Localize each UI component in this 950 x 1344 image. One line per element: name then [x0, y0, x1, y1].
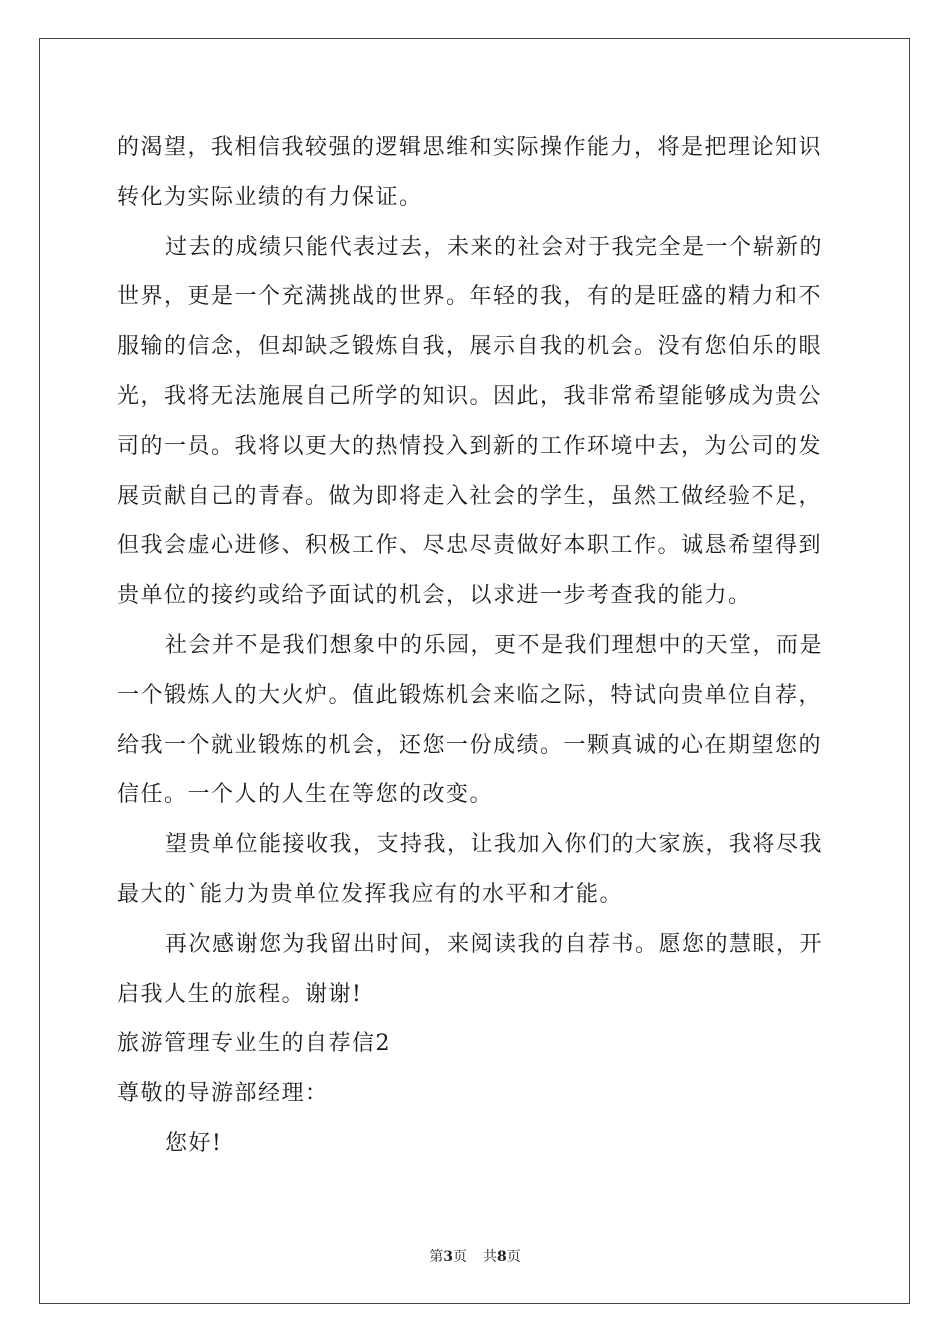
text-line: 展贡献自己的青春。做为即将走入社会的学生，虽然工做经验不足，	[117, 483, 823, 509]
text-line: 世界，更是一个充满挑战的世界。年轻的我，有的是旺盛的精力和不	[117, 284, 823, 310]
page-footer	[0, 1246, 950, 1266]
document-body	[117, 128, 833, 1174]
text-line: 司的一员。我将以更大的热情投入到新的工作环境中去，为公司的发	[117, 433, 823, 459]
greeting: 您好!	[165, 1130, 223, 1156]
text-line: 但我会虚心进修、积极工作、尽忠尽责做好本职工作。诚恳希望得到	[117, 533, 823, 559]
footer-total-unit: 页	[506, 1249, 521, 1265]
paragraph-start: 望贵单位能接收我，支持我，让我加入你们的大家族，我将尽我	[165, 832, 824, 858]
text-line: 给我一个就业锻炼的机会，还您一份成绩。一颗真诚的心在期望您的	[117, 732, 823, 758]
text-line: 光，我将无法施展自己所学的知识。因此，我非常希望能够成为贵公	[117, 383, 823, 409]
text-line: 启我人生的旅程。谢谢!	[117, 981, 363, 1007]
total-pages-number: 8	[497, 1249, 507, 1265]
current-page-number: 3	[443, 1249, 453, 1265]
text-line: 最大的`能力为贵单位发挥我应有的水平和才能。	[117, 881, 624, 907]
paragraph-start: 社会并不是我们想象中的乐园，更不是我们理想中的天堂，而是	[165, 632, 824, 658]
text-line: 的渴望，我相信我较强的逻辑思维和实际操作能力，将是把理论知识	[117, 135, 823, 160]
footer-prefix: 第	[429, 1249, 444, 1265]
text-line: 服输的信念，但却缺乏锻炼自我，展示自我的机会。没有您伯乐的眼	[117, 334, 823, 360]
section-title: 旅游管理专业生的自荐信2	[117, 1031, 391, 1057]
paragraph-start: 过去的成绩只能代表过去，未来的社会对于我完全是一个崭新的	[165, 234, 824, 260]
text-line: 一个锻炼人的大火炉。值此锻炼机会来临之际，特试向贵单位自荐，	[117, 682, 823, 708]
text-line: 转化为实际业绩的有力保证。	[117, 184, 423, 210]
footer-total-prefix: 共	[483, 1249, 497, 1265]
text-line: 信任。一个人的人生在等您的改变。	[117, 782, 494, 808]
paragraph-start: 再次感谢您为我留出时间，来阅读我的自荐书。愿您的慧眼，开	[165, 931, 824, 957]
salutation: 尊敬的导游部经理：	[117, 1081, 329, 1107]
footer-page-unit: 页	[453, 1249, 467, 1265]
text-line: 贵单位的接约或给予面试的机会，以求进一步考查我的能力。	[117, 583, 752, 609]
